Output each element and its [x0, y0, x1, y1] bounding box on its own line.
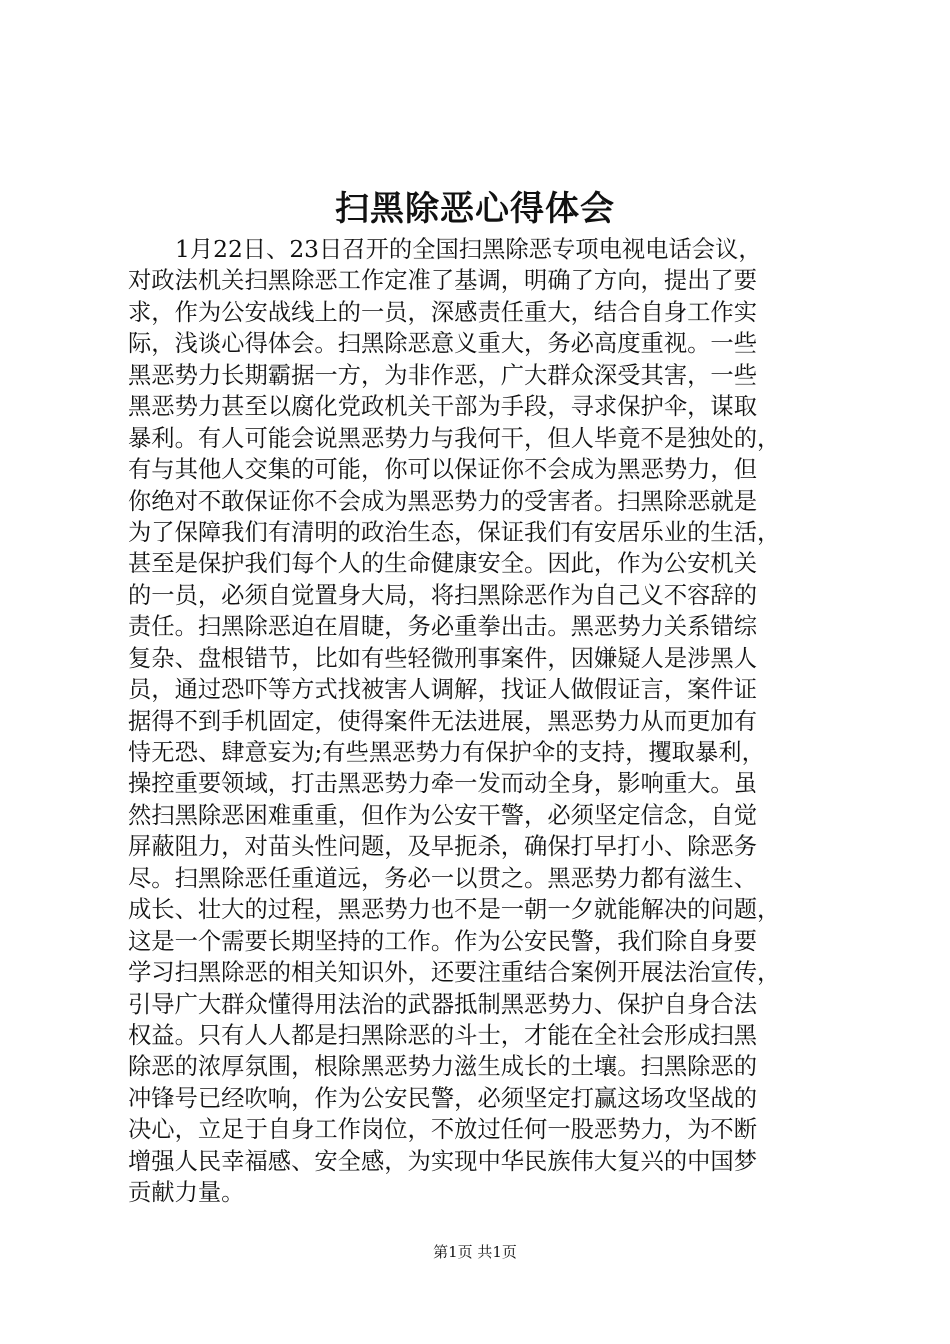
- body-line: 暴利。有人可能会说黑恶势力与我何干，但人毕竟不是独处的，: [128, 424, 781, 452]
- body-line: 这是一个需要长期坚持的工作。作为公安民警，我们除自身要: [128, 927, 758, 955]
- body-line: 除恶的浓厚氛围，根除黑恶势力滋生成长的土壤。扫黑除恶的: [128, 1053, 758, 1081]
- body-line: 你绝对不敢保证你不会成为黑恶势力的受害者。扫黑除恶就是: [128, 487, 758, 515]
- body-line: 1月22日、23日召开的全国扫黑除恶专项电视电话会议，: [175, 236, 762, 263]
- body-line: 成长、壮大的过程，黑恶势力也不是一朝一夕就能解决的问题，: [128, 896, 781, 924]
- body-line: 甚至是保护我们每个人的生命健康安全。因此，作为公安机关: [128, 550, 758, 578]
- page-number-footer: 第1页 共1页: [433, 1243, 517, 1261]
- body-line: 为了保障我们有清明的政治生态，保证我们有安居乐业的生活，: [128, 518, 781, 546]
- body-line: 对政法机关扫黑除恶工作定准了基调，明确了方向，提出了要: [128, 267, 758, 295]
- body-line: 黑恶势力长期霸据一方，为非作恶，广大群众深受其害，一些: [128, 361, 758, 389]
- body-line: 增强人民幸福感、安全感，为实现中华民族伟大复兴的中国梦: [128, 1147, 758, 1175]
- body-line: 冲锋号已经吹响，作为公安民警，必须坚定打赢这场攻坚战的: [128, 1084, 758, 1112]
- body-line: 学习扫黑除恶的相关知识外，还要注重结合案例开展法治宣传，: [128, 959, 781, 987]
- body-line: 操控重要领域，打击黑恶势力牵一发而动全身，影响重大。虽: [128, 770, 758, 798]
- body-line: 尽。扫黑除恶任重道远，务必一以贯之。黑恶势力都有滋生、: [128, 864, 758, 892]
- body-line: 员，通过恐吓等方式找被害人调解，找证人做假证言，案件证: [128, 676, 758, 704]
- body-line: 引导广大群众懂得用法治的武器抵制黑恶势力、保护自身合法: [128, 990, 758, 1018]
- body-line: 据得不到手机固定，使得案件无法进展，黑恶势力从而更加有: [128, 707, 758, 735]
- body-line: 权益。只有人人都是扫黑除恶的斗士，才能在全社会形成扫黑: [128, 1021, 758, 1049]
- body-line: 际，浅谈心得体会。扫黑除恶意义重大，务必高度重视。一些: [128, 330, 758, 358]
- body-line: 然扫黑除恶困难重重，但作为公安干警，必须坚定信念，自觉: [128, 801, 758, 829]
- body-line: 屏蔽阻力，对苗头性问题，及早扼杀，确保打早打小、除恶务: [128, 833, 758, 861]
- body-line: 求，作为公安战线上的一员，深感责任重大，结合自身工作实: [128, 298, 758, 326]
- body-line: 的一员，必须自觉置身大局，将扫黑除恶作为自己义不容辞的: [128, 581, 758, 609]
- body-line: 复杂、盘根错节，比如有些轻微刑事案件，因嫌疑人是涉黑人: [128, 644, 758, 672]
- body-line: 黑恶势力甚至以腐化党政机关干部为手段，寻求保护伞，谋取: [128, 393, 758, 421]
- body-line: 责任。扫黑除恶迫在眉睫，务必重拳出击。黑恶势力关系错综: [128, 613, 758, 641]
- document-body: [128, 234, 828, 1209]
- body-line: 贡献力量。: [128, 1179, 245, 1207]
- body-line: 有与其他人交集的可能，你可以保证你不会成为黑恶势力，但: [128, 456, 758, 484]
- document-title: 扫黑除恶心得体会: [335, 189, 615, 229]
- body-line: 恃无恐、肆意妄为;有些黑恶势力有保护伞的支持，攫取暴利，: [128, 739, 765, 766]
- body-line: 决心，立足于自身工作岗位，不放过任何一股恶势力，为不断: [128, 1116, 758, 1144]
